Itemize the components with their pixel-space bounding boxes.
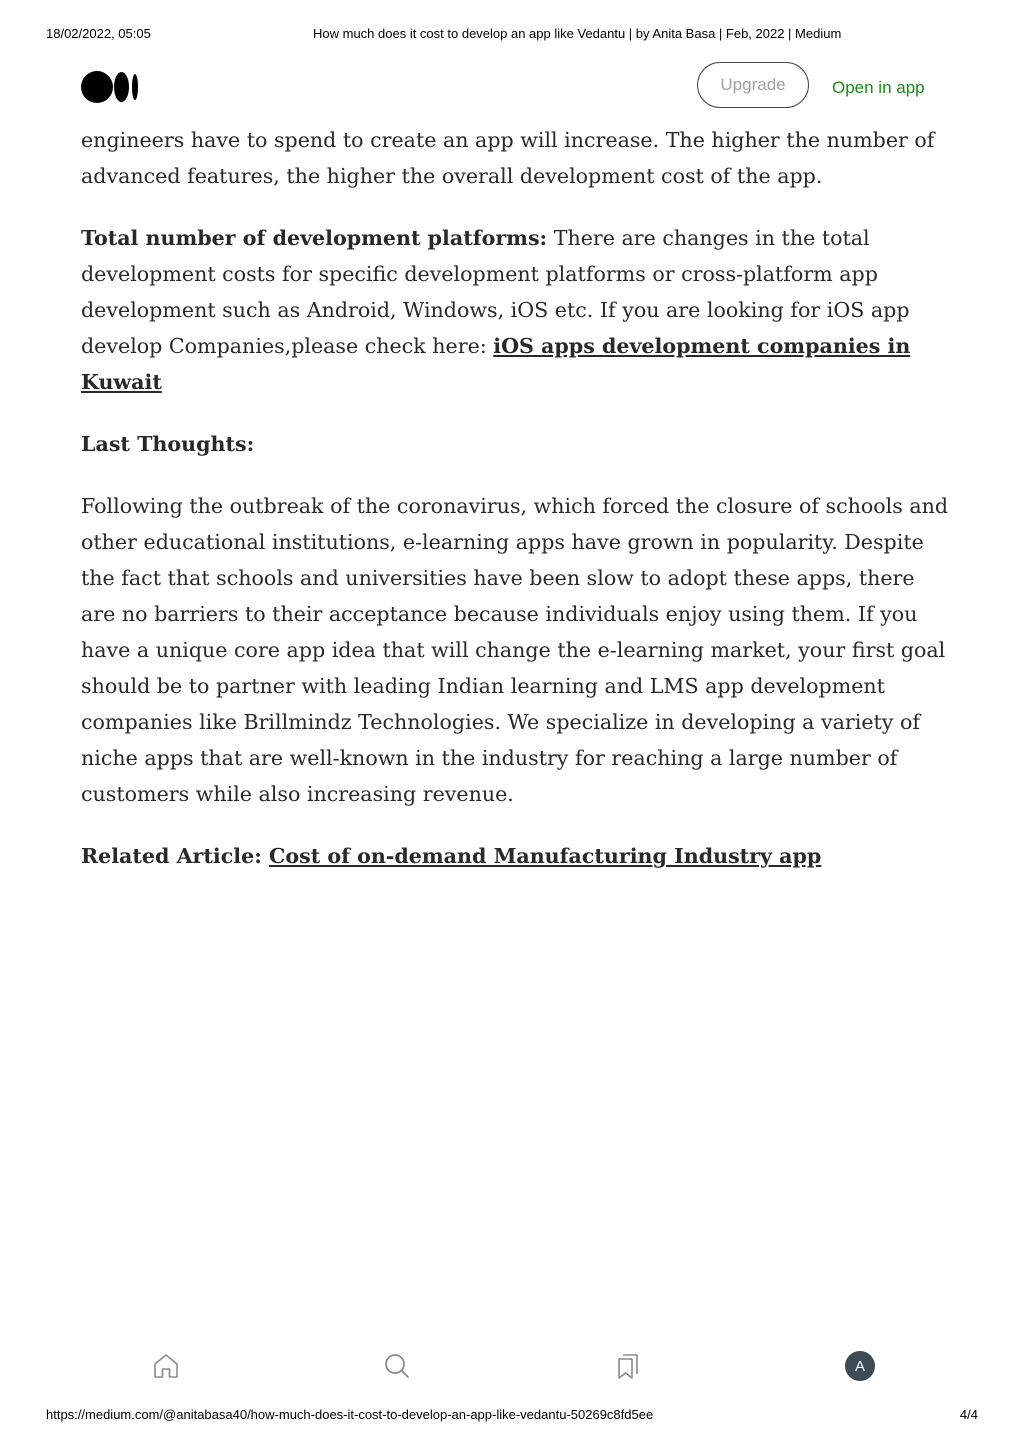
search-icon[interactable] <box>375 1344 419 1388</box>
related-article-link[interactable]: Cost of on-demand Manufacturing Industry app <box>268 844 822 868</box>
profile-avatar[interactable] <box>838 1344 882 1388</box>
print-page-number: 4/4 <box>959 1407 978 1422</box>
paragraph-text: There are changes in the total development costs for specific development platforms or cross-platform app development such as Android, Windows, iOS etc. If you are looking for iOS app develop Companies,please check here: <box>81 226 910 358</box>
ios-companies-kuwait-link[interactable]: iOS apps development companies in Kuwait <box>81 334 911 394</box>
related-article-label: Related Article: <box>81 844 269 868</box>
article-paragraph <box>81 220 951 400</box>
print-datetime: 18/02/2022, 05:05 <box>46 26 151 41</box>
article-paragraph: engineers have to spend to create an app will increase. The higher the number of advanced features, the higher the overall development cost of the app. <box>81 128 935 188</box>
section-heading: Last Thoughts: <box>81 432 255 456</box>
home-icon[interactable] <box>144 1344 188 1388</box>
article-body <box>81 122 951 900</box>
print-url: https://medium.com/@anitabasa40/how-much-does-it-cost-to-develop-an-app-like-vedantu-50269c8fd5ee <box>46 1407 654 1422</box>
bookmarks-icon[interactable] <box>606 1344 650 1388</box>
top-bar <box>81 58 933 118</box>
bottom-nav <box>0 1344 1024 1388</box>
article-paragraph: Following the outbreak of the coronavirus, which forced the closure of schools and other educational institutions, e-learning apps have grown in popularity. Despite the fact that schools and universities have been slow to adopt these apps, there are no barriers to their acceptance because individuals enjoy using them. If you have a unique core app idea that will change the e-learning market, your first goal should be to partner with leading Indian learning and LMS app development companies like Brillmindz Technologies. We specialize in developing a variety of niche apps that are well-known in the industry for reaching a large number of customers while also increasing revenue. <box>81 494 949 806</box>
related-article <box>81 838 951 874</box>
open-in-app-link[interactable]: Open in app <box>832 78 925 97</box>
upgrade-button[interactable]: Upgrade <box>697 62 809 108</box>
paragraph-lead-bold: Total number of development platforms: <box>81 226 548 250</box>
medium-logo-icon[interactable] <box>81 71 141 103</box>
avatar-initial: A <box>845 1351 875 1381</box>
print-header <box>0 26 1024 42</box>
print-footer <box>0 1407 1024 1423</box>
print-page-title: How much does it cost to develop an app like Vedantu | by Anita Basa | Feb, 2022 | Medium <box>313 26 842 41</box>
